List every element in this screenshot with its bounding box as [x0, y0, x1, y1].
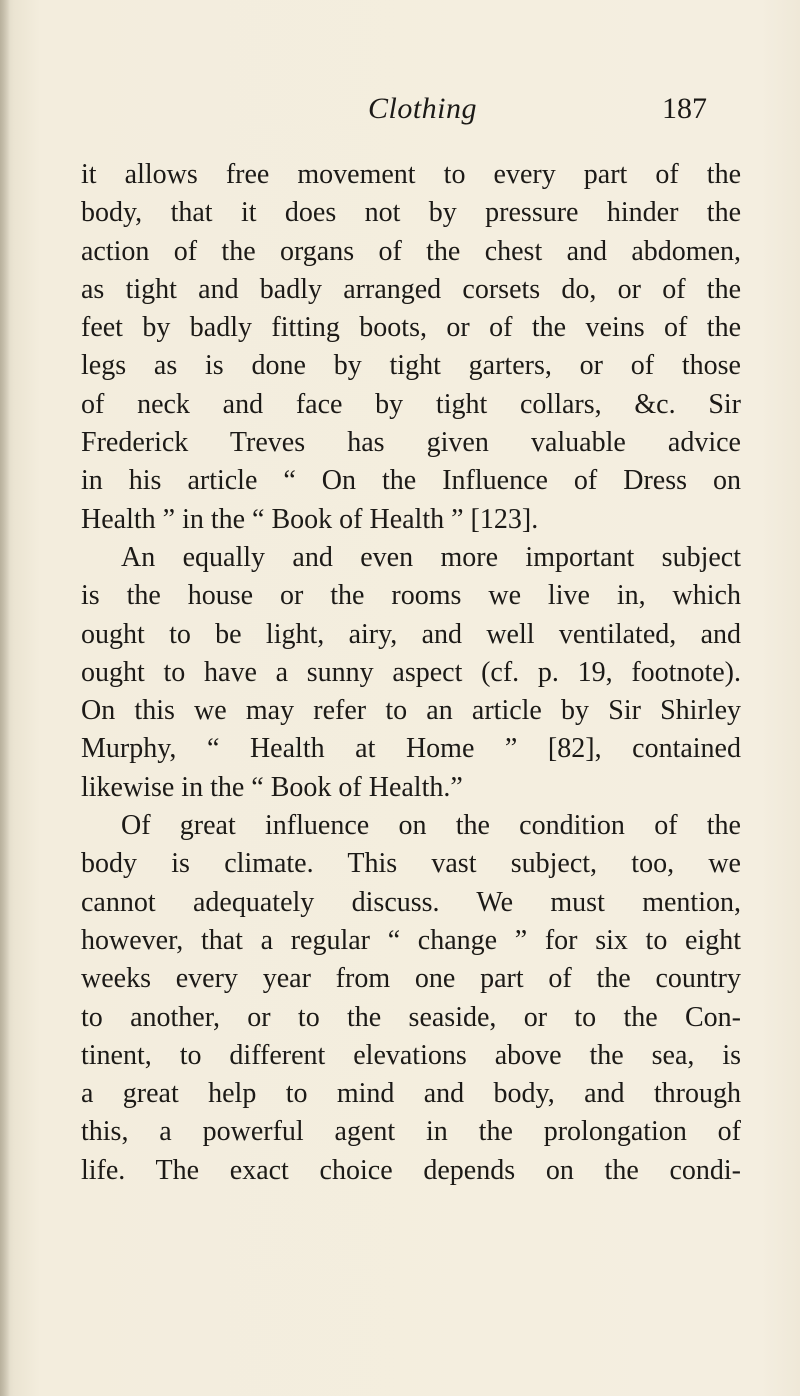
running-head [0, 92, 800, 132]
text-line: Frederick Treves has given valuable advice [81, 427, 741, 459]
text-line: in his article “ On the Influence of Dress on [81, 465, 741, 497]
text-line: feet by badly fitting boots, or of the veins of the [81, 312, 741, 344]
text-line: cannot adequately discuss. We must mention, [81, 886, 741, 918]
text-line: weeks every year from one part of the country [81, 963, 741, 995]
page-number: 187 [662, 92, 707, 125]
text-line: of neck and face by tight collars, &c. Sir [81, 388, 741, 420]
text-line: a great help to mind and body, and through [81, 1078, 741, 1110]
text-line: ought to be light, airy, and well ventilated, and [81, 618, 741, 650]
running-title: Clothing [368, 92, 478, 125]
body-text [81, 156, 741, 1190]
text-line: Murphy, “ Health at Home ” [82], contained [81, 733, 741, 765]
text-line: body is climate. This vast subject, too, we [81, 848, 741, 880]
text-line: likewise in the “ Book of Health.” [81, 771, 463, 803]
text-line: Health ” in the “ Book of Health ” [123]. [81, 503, 539, 535]
text-line: legs as is done by tight garters, or of those [81, 350, 741, 382]
text-line: this, a powerful agent in the prolongation of [81, 1116, 741, 1148]
text-line: life. The exact choice depends on the condi- [81, 1154, 741, 1186]
paragraph-start-line: Of great influence on the condition of the [121, 810, 741, 842]
text-line: ought to have a sunny aspect (cf. p. 19, footnote). [81, 656, 741, 688]
paragraph-start-line: An equally and even more important subject [121, 541, 741, 573]
text-line: On this we may refer to an article by Sir Shirley [81, 695, 741, 727]
text-line: however, that a regular “ change ” for six to eight [81, 924, 741, 956]
text-line: to another, or to the seaside, or to the Con- [81, 1001, 741, 1033]
text-line: body, that it does not by pressure hinder the [81, 197, 741, 229]
text-line: it allows free movement to every part of the [81, 159, 741, 190]
text-line: is the house or the rooms we live in, which [81, 580, 741, 612]
text-line: tinent, to different elevations above the sea, is [81, 1039, 741, 1071]
text-line: action of the organs of the chest and abdomen, [81, 235, 741, 267]
text-line: as tight and badly arranged corsets do, or of the [81, 273, 741, 305]
spine-shadow [0, 0, 10, 1396]
